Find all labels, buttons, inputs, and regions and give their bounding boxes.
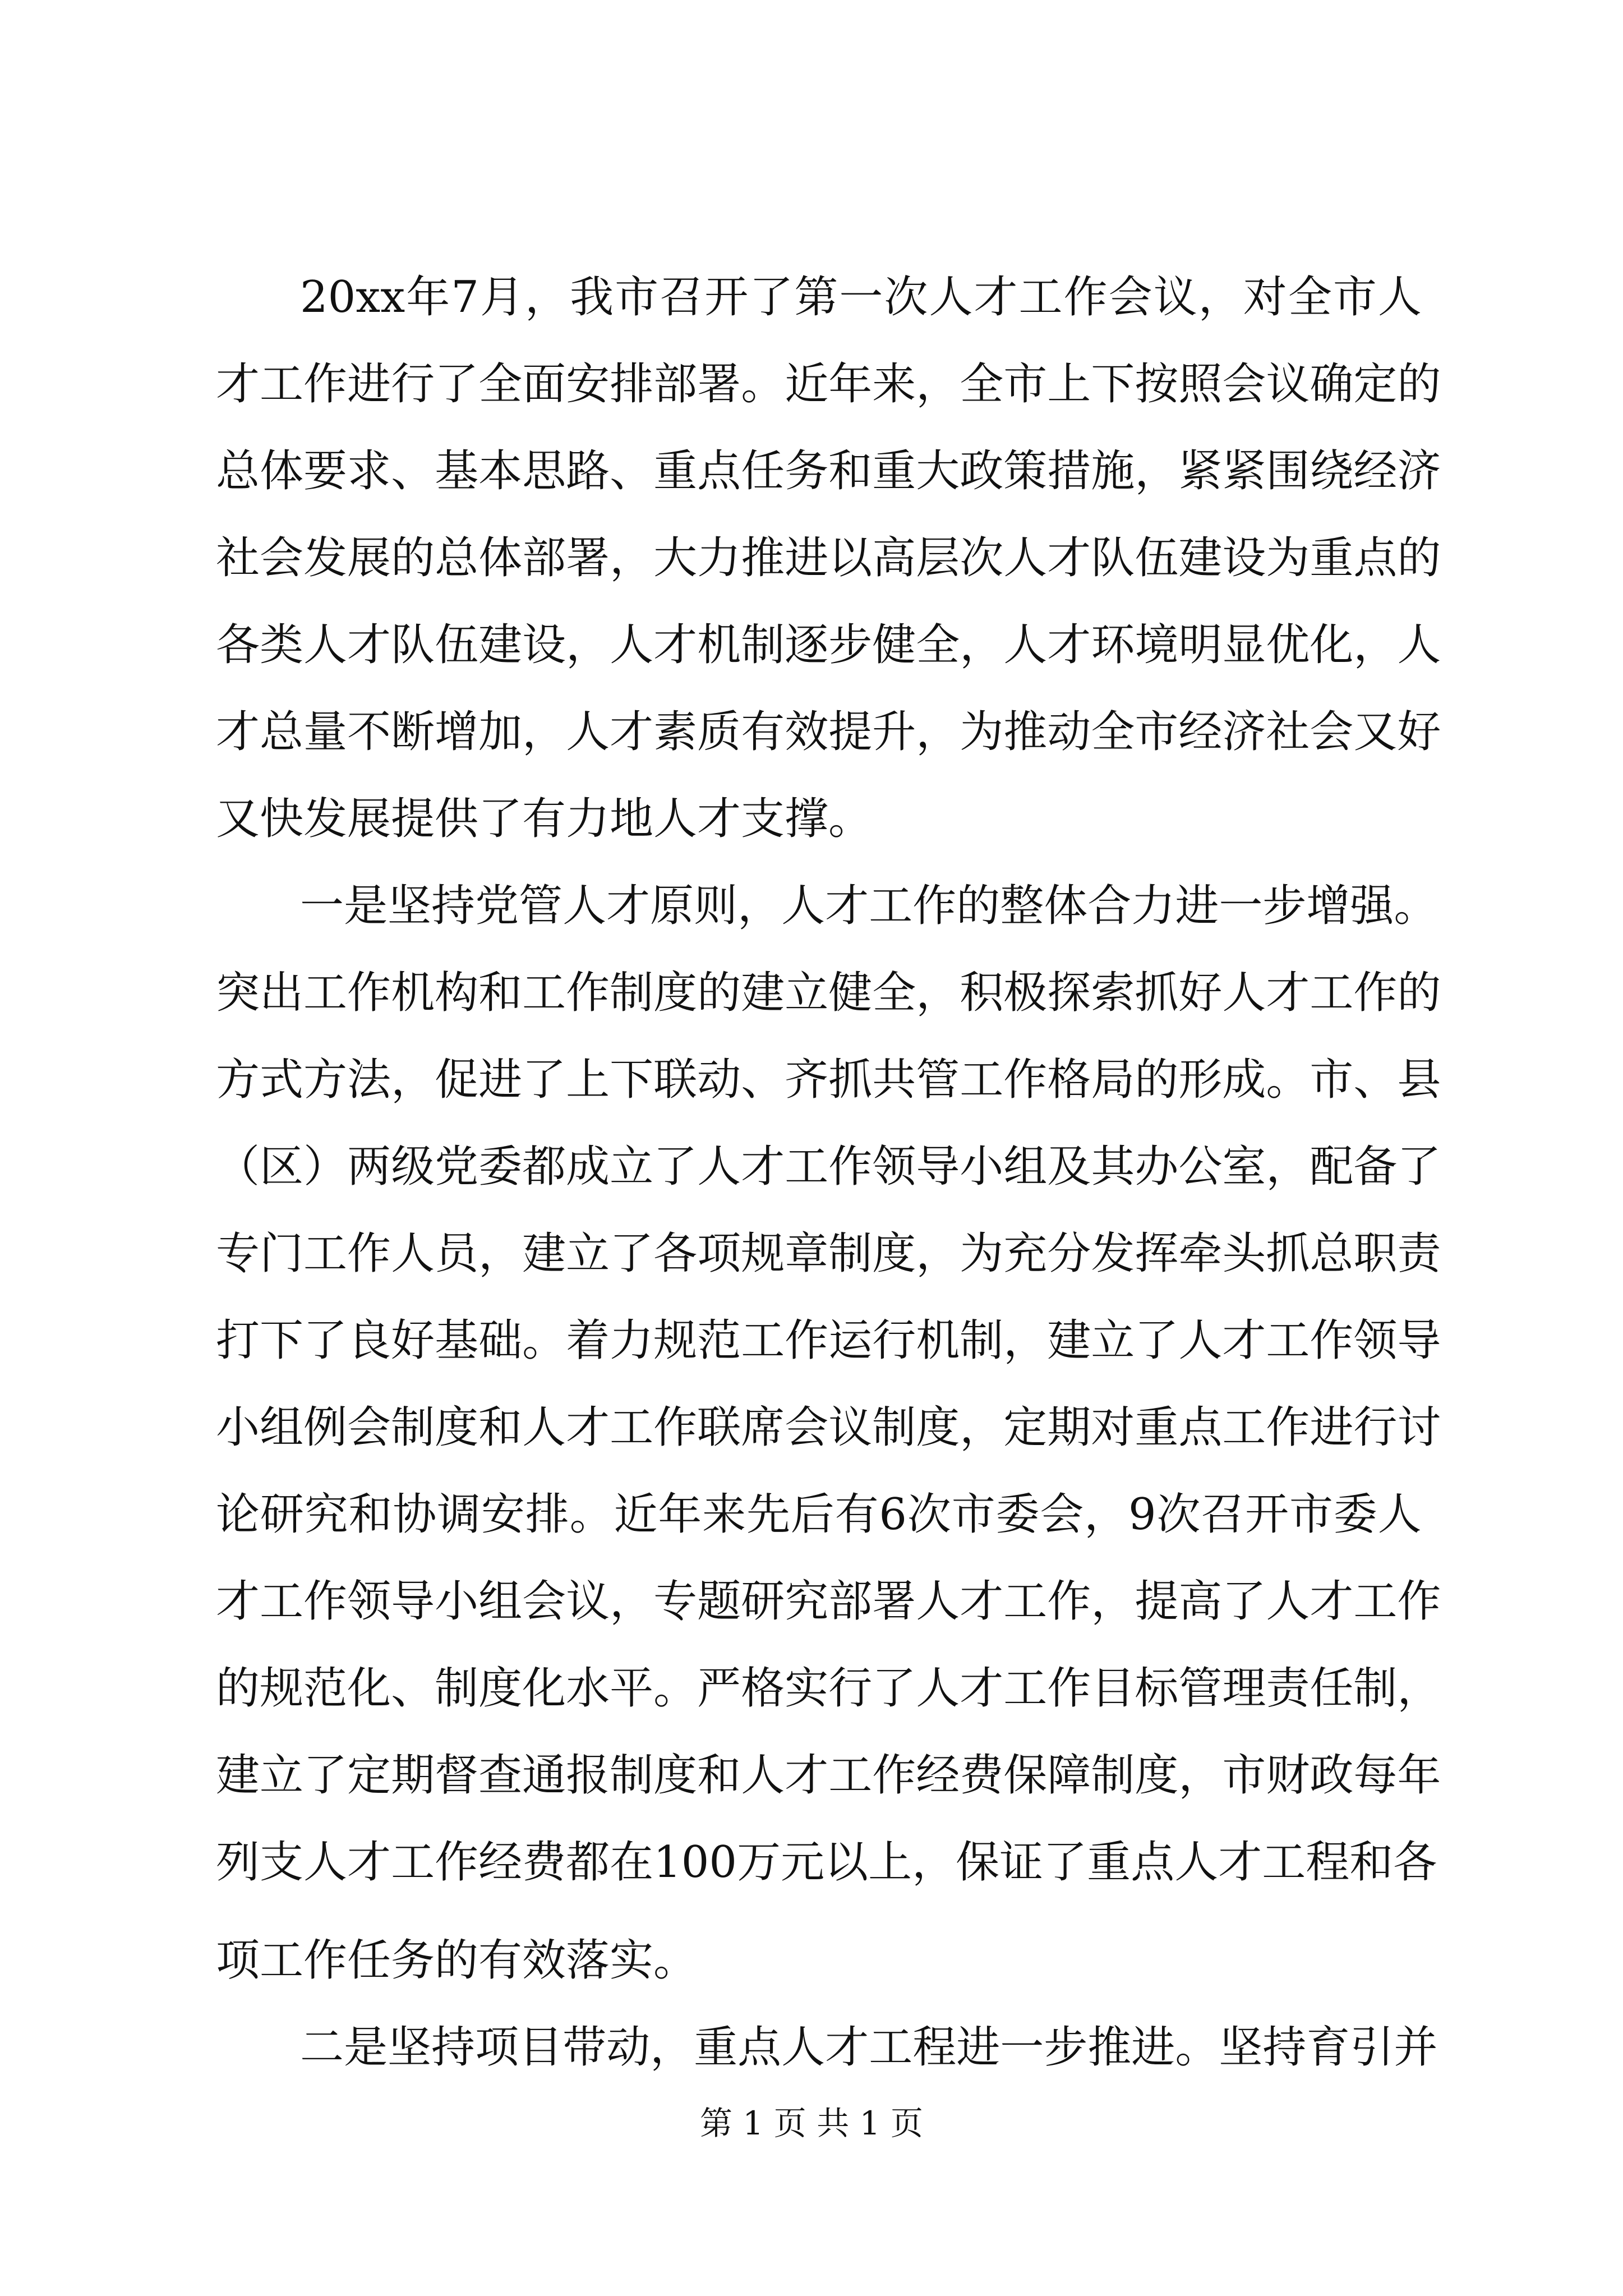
body-line-16: 才 工 作 领 导 小 组 会 议 ， 专 题 研 究 部 署 人 才 工 作 ， 提 高 了 人 才 工 作 [216,1576,1441,1627]
body-line-8: 一 是 坚 持 党 管 人 才 原 则 ， 人 才 工 作 的 整 体 合 力 进 一 步 增 强 。 [300,881,1438,931]
body-line-17: 的 规 范 化 、 制 度 化 水 平 。 严 格 实 行 了 人 才 工 作 目 标 管 理 责 任 制 ， [216,1663,1441,1714]
body-line-2: 才 工 作 进 行 了 全 面 安 排 部 署 。 近 年 来 ， 全 市 上 下 按 照 会 议 确 定 的 [216,359,1441,409]
body-line-10: 方 式 方 法 ， 促 进 了 上 下 联 动 、 齐 抓 共 管 工 作 格 局 的 形 成 。 市 、 县 [216,1055,1441,1105]
body-line-1: 20xx 年 7 月 ， 我 市 召 开 了 第 一 次 人 才 工 作 会 议 ， 对 全 市 人 [300,272,1422,323]
body-line-19: 列 支 人 才 工 作 经 费 都 在 100 万 元 以 上 ， 保 证 了 重 点 人 才 工 程 和 各 [216,1837,1437,1888]
body-line-21: 二 是 坚 持 项 目 带 动 ， 重 点 人 才 工 程 进 一 步 推 进 。 坚 持 育 引 并 [300,2022,1438,2073]
body-line-20: 项工作任务的有效落实。 [216,1935,698,1986]
body-line-3: 总 体 要 求 、 基 本 思 路 、 重 点 任 务 和 重 大 政 策 措 施 ， 紧 紧 围 绕 经 济 [216,446,1441,496]
body-line-5: 各 类 人 才 队 伍 建 设 ， 人 才 机 制 逐 步 健 全 ， 人 才 环 境 明 显 优 化 ， 人 [216,620,1441,670]
body-line-11: （ 区 ） 两 级 党 委 都 成 立 了 人 才 工 作 领 导 小 组 及 其 办 公 室 ， 配 备 了 [216,1142,1441,1192]
body-line-14: 小 组 例 会 制 度 和 人 才 工 作 联 席 会 议 制 度 ， 定 期 对 重 点 工 作 进 行 讨 [216,1402,1441,1453]
body-line-15: 论 研 究 和 协 调 安 排 。 近 年 来 先 后 有 6 次 市 委 会 ， 9 次 召 开 市 委 人 [216,1489,1422,1540]
body-line-9: 突 出 工 作 机 构 和 工 作 制 度 的 建 立 健 全 ， 积 极 探 索 抓 好 人 才 工 作 的 [216,968,1441,1018]
body-line-7: 又快发展提供了有力地人才支撑。 [216,794,873,844]
body-line-6: 才 总 量 不 断 增 加 ， 人 才 素 质 有 效 提 升 ， 为 推 动 全 市 经 济 社 会 又 好 [216,707,1441,757]
page-footer: 第 1 页 共 1 页 [700,2104,923,2142]
body-line-12: 专 门 工 作 人 员 ， 建 立 了 各 项 规 章 制 度 ， 为 充 分 发 挥 牵 头 抓 总 职 责 [216,1228,1441,1279]
body-line-13: 打 下 了 良 好 基 础 。 着 力 规 范 工 作 运 行 机 制 ， 建 立 了 人 才 工 作 领 导 [216,1315,1441,1366]
body-line-18: 建 立 了 定 期 督 查 通 报 制 度 和 人 才 工 作 经 费 保 障 制 度 ， 市 财 政 每 年 [216,1750,1441,1801]
body-line-4: 社 会 发 展 的 总 体 部 署 ， 大 力 推 进 以 高 层 次 人 才 队 伍 建 设 为 重 点 的 [216,533,1441,583]
